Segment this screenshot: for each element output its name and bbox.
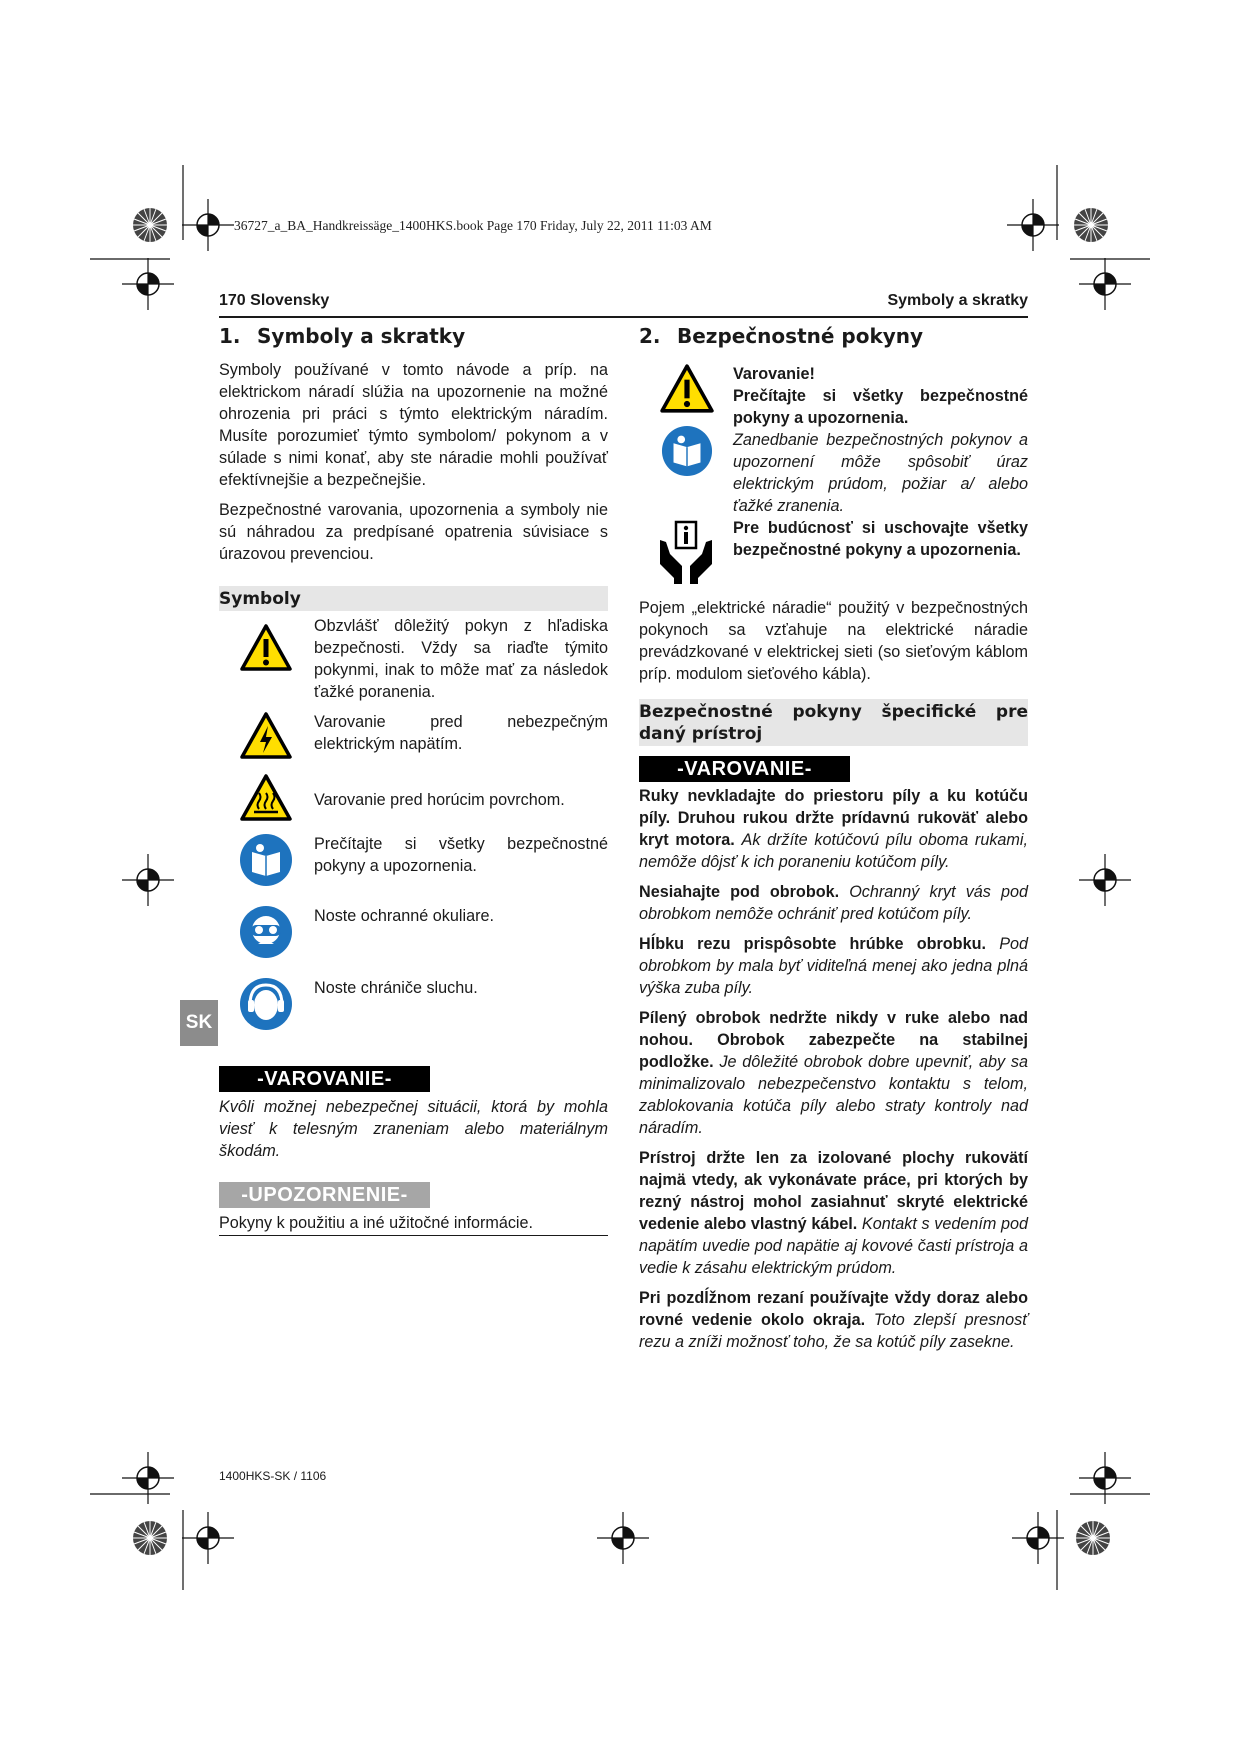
- safety-goggles-icon: [239, 905, 293, 959]
- instruction-bold: Pri pozdĺžnom rezaní používajte vždy doraz alebo rovné vedenie okolo okraja.: [639, 1289, 1028, 1329]
- warning-text: Kvôli možnej nebezpečnej situácii, ktorá by mohla viesť k telesným zraneniam alebo materiálnym škodám.: [219, 1098, 608, 1160]
- section1-title-text: Symboly a skratky: [257, 324, 466, 348]
- symbol-text: Varovanie pred nebezpečným elektrickým napätím.: [314, 713, 608, 753]
- note-text: Pokyny k použitiu a iné užitočné informácie.: [219, 1212, 608, 1236]
- symbol-text: Varovanie pred horúcim povrchom.: [314, 791, 565, 809]
- right-column-top: [639, 325, 1028, 347]
- instruction-item: [639, 1007, 1028, 1139]
- instruction-item: [639, 1147, 1028, 1279]
- section2-number: 2.: [639, 324, 661, 348]
- language-tab: SK: [180, 1000, 218, 1046]
- safety-warning-title: Varovanie!: [733, 365, 815, 383]
- section1-number: 1.: [219, 324, 241, 348]
- symbol-text: Obzvlášť dôležitý pokyn z hľadiska bezpečnosti. Vždy sa riaďte týmito pokynmi, inak to môže mať za následok ťažké poranenia.: [314, 617, 608, 701]
- left-warning-block: [219, 1066, 608, 1244]
- warning-triangle-icon: [659, 363, 715, 415]
- instruction-bold: Pílený obrobok nedržte nikdy v ruke alebo nad nohou. Obrobok zabezpečte na stabilnej podložke.: [639, 1009, 1028, 1071]
- section1-paragraph2: Bezpečnostné varovania, upozornenia a symboly nie sú náhradou za predpísané opatrenia súvisiace s úrazovou prevenciou.: [219, 501, 608, 563]
- warning-triangle-icon: [239, 623, 293, 673]
- specific-heading: Bezpečnostné pokyny špecifické pre daný prístroj: [639, 699, 1028, 746]
- section2-title: [639, 325, 1028, 347]
- instruction-bold: Hĺbku rezu prispôsobte hrúbke obrobku.: [639, 935, 986, 953]
- page-number-language: 170 Slovensky: [219, 292, 330, 309]
- symbol-text: Noste chrániče sluchu.: [314, 979, 478, 997]
- instruction-bold: Nesiahajte pod obrobok.: [639, 883, 840, 901]
- term-definition: Pojem „elektrické náradie“ použitý v bezpečnostných pokynoch sa vzťahuje na elektrické náradie prevádzkované v elektrickej sieti (so sieťovým káblom príp. modulom sieťového kábla).: [639, 599, 1028, 683]
- instruction-list: [639, 785, 1028, 1353]
- running-title: Symboly a skratky: [887, 292, 1028, 309]
- instruction-italic: Toto zlepší presnosť rezu a zníži možnosť toho, že sa kotúč píly zasekne.: [639, 1311, 1028, 1351]
- keep-instructions-icon: [656, 520, 716, 584]
- symbol-text: Noste ochranné okuliare.: [314, 907, 494, 925]
- instruction-italic: Pod obrobkom by mala byť viditeľná menej ako jedna plná výška zuba píly.: [639, 935, 1028, 997]
- instruction-italic: Kontakt s vedením pod napätím uvedie pod napätie aj kovové časti prístroja a vedie k zásahu elektrickým prúdom.: [639, 1215, 1029, 1277]
- section2-title-text: Bezpečnostné pokyny: [677, 324, 924, 348]
- document-code: 1400HKS-SK / 1106: [219, 1469, 327, 1483]
- note-label: -UPOZORNENIE-: [219, 1182, 430, 1208]
- instruction-item: [639, 1287, 1028, 1353]
- safety-warning-bold: Prečítajte si všetky bezpečnostné pokyny a upozornenia.: [733, 387, 1028, 427]
- instruction-bold: Ruky nevkladajte do priestoru píly a ku kotúču píly. Druhou rukou držte prídavnú rukoväť alebo kryt motora.: [639, 787, 1028, 849]
- symbol-text: Prečítajte si všetky bezpečnostné pokyny a upozornenia.: [314, 835, 608, 875]
- read-manual-icon: [661, 425, 713, 477]
- instruction-item: [639, 785, 1028, 873]
- warning-label: -VAROVANIE-: [219, 1066, 430, 1092]
- safety-warning-text: [733, 363, 1028, 561]
- high-voltage-icon: [239, 711, 293, 761]
- instruction-bold: Prístroj držte len za izolované plochy rukovätí najmä vtedy, ak vykonávate práce, pri ktorých by rezný nástroj mohol zasiahnuť skryté elektrické vedenie alebo vlastný kábel.: [639, 1149, 1028, 1233]
- hot-surface-icon: [239, 773, 293, 823]
- instruction-italic: Ochranný kryt vás pod obrobkom nemôže ochrániť pred kotúčom píly.: [639, 883, 1028, 923]
- header-rule: [219, 316, 1028, 318]
- instruction-italic: Ak držíte kotúčovú pílu oboma rukami, nemôže dôjsť k ich poraneniu kotúčom píly.: [639, 831, 1028, 871]
- section1-paragraph1: Symboly používané v tomto návode a príp. na elektrickom náradí slúžia na upozornenie na možné ohrozenia pri práci s týmto elektrickým náradím. Musíte porozumieť týmto symbolom/ pokynom a v súlade s nimi konať, aby ste náradie mohli používať efektívnejšie a bezpečnejšie.: [219, 361, 608, 489]
- file-info: 36727_a_BA_Handkreissäge_1400HKS.book Page 170 Friday, July 22, 2011 11:03 AM: [234, 218, 712, 233]
- safety-warning-italic: Zanedbanie bezpečnostných pokynov a upozornení môže spôsobiť úraz elektrickým prúdom, požiar a/ alebo ťažké zranenia.: [733, 431, 1028, 515]
- instruction-italic: Je dôležité obrobok dobre upevniť, aby sa minimalizovalo nebezpečenstvo kontaktu s telom, zablokovania kotúča píly alebo straty kontroly nad náradím.: [639, 1053, 1028, 1137]
- section1-title: [219, 325, 608, 347]
- left-column: [219, 325, 608, 573]
- ear-protection-icon: [239, 977, 293, 1031]
- symbols-heading: Symboly: [219, 586, 608, 611]
- symbols-list: [219, 615, 608, 1035]
- instruction-item: [639, 881, 1028, 925]
- right-column-body: [639, 597, 1028, 1361]
- warning-label: -VAROVANIE-: [639, 756, 850, 782]
- keep-instructions-text: Pre budúcnosť si uschovajte všetky bezpečnostné pokyny a upozornenia.: [733, 519, 1028, 559]
- instruction-item: [639, 933, 1028, 999]
- read-manual-icon: [239, 833, 293, 887]
